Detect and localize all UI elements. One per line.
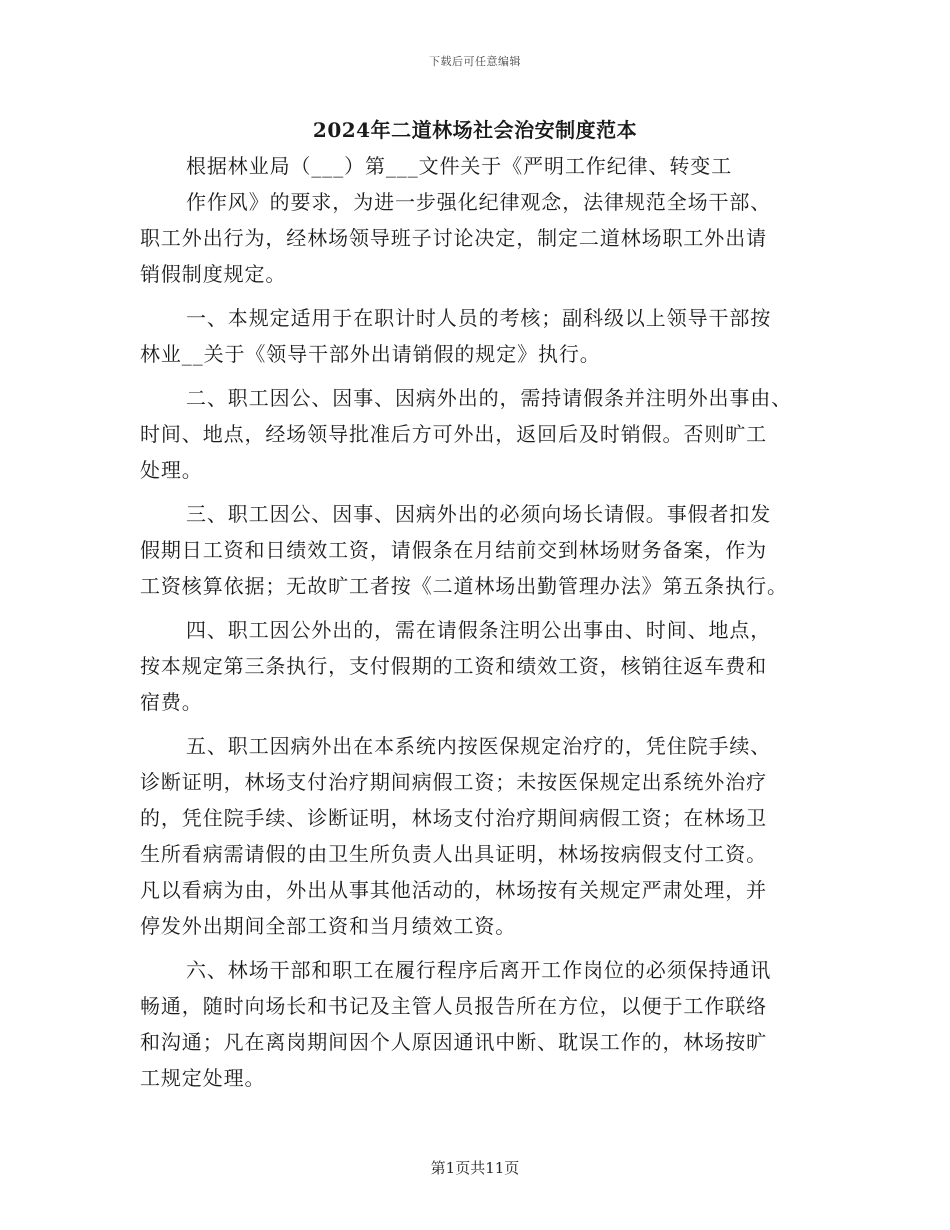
page-number: 第1页共11页 [430,1159,520,1177]
text-line: 处理。 [140,458,203,482]
text-line: 畅通，随时向场长和书记及主管人员报告所在方位，以便于工作联络 [140,994,767,1018]
text-line: 按本规定第三条执行，支付假期的工资和绩效工资，核销往返车费和 [140,654,767,678]
text-line: 假期日工资和日绩效工资，请假条在月结前交到林场财务备案，作为 [140,538,767,562]
text-line: 生所看病需请假的由卫生所负责人出具证明，林场按病假支付工资。 [140,842,767,866]
header-note: 下载后可任意编辑 [429,55,521,68]
text-line: 三、职工因公、因事、因病外出的必须向场长请假。事假者扣发 [186,502,772,526]
text-line: 职工外出行为，经林场领导班子讨论决定，制定二道林场职工外出请 [140,226,767,250]
text-line: 凡以看病为由，外出从事其他活动的，林场按有关规定严肃处理，并 [140,878,767,902]
document-body [140,148,810,1096]
text-line: 四、职工因公外出的，需在请假条注明公出事由、时间、地点， [186,618,772,642]
text-line: 一、本规定适用于在职计时人员的考核；副科级以上领导干部按 [186,306,772,330]
text-line: 工资核算依据；无故旷工者按《二道林场出勤管理办法》第五条执行。 [140,574,788,598]
text-line: 停发外出期间全部工资和当月绩效工资。 [140,914,517,938]
text-line: 的，凭住院手续、诊断证明，林场支付治疗期间病假工资；在林场卫 [140,806,767,830]
document-title: 2024年二道林场社会治安制度范本 [312,118,638,142]
text-line: 六、林场干部和职工在履行程序后离开工作岗位的必须保持通讯 [186,958,772,982]
text-line: 销假制度规定。 [140,262,287,286]
text-line: 林业__关于《领导干部外出请销假的规定》执行。 [140,342,601,366]
text-line: 作作风》的要求，为进一步强化纪律观念，法律规范全场干部、 [186,190,772,214]
text-line: 工规定处理。 [140,1066,266,1090]
text-line: 五、职工因病外出在本系统内按医保规定治疗的，凭住院手续、 [186,734,772,758]
text-line: 二、职工因公、因事、因病外出的，需持请假条并注明外出事由、 [186,386,793,410]
text-line: 和沟通；凡在离岗期间因个人原因通讯中断、耽误工作的，林场按旷 [140,1030,767,1054]
text-line: 宿费。 [140,690,203,714]
text-line: 诊断证明，林场支付治疗期间病假工资；未按医保规定出系统外治疗 [140,770,767,794]
text-line: 时间、地点，经场领导批准后方可外出，返回后及时销假。否则旷工 [140,422,767,446]
text-line: 根据林业局（___）第___文件关于《严明工作纪律、转变工 [186,154,733,178]
